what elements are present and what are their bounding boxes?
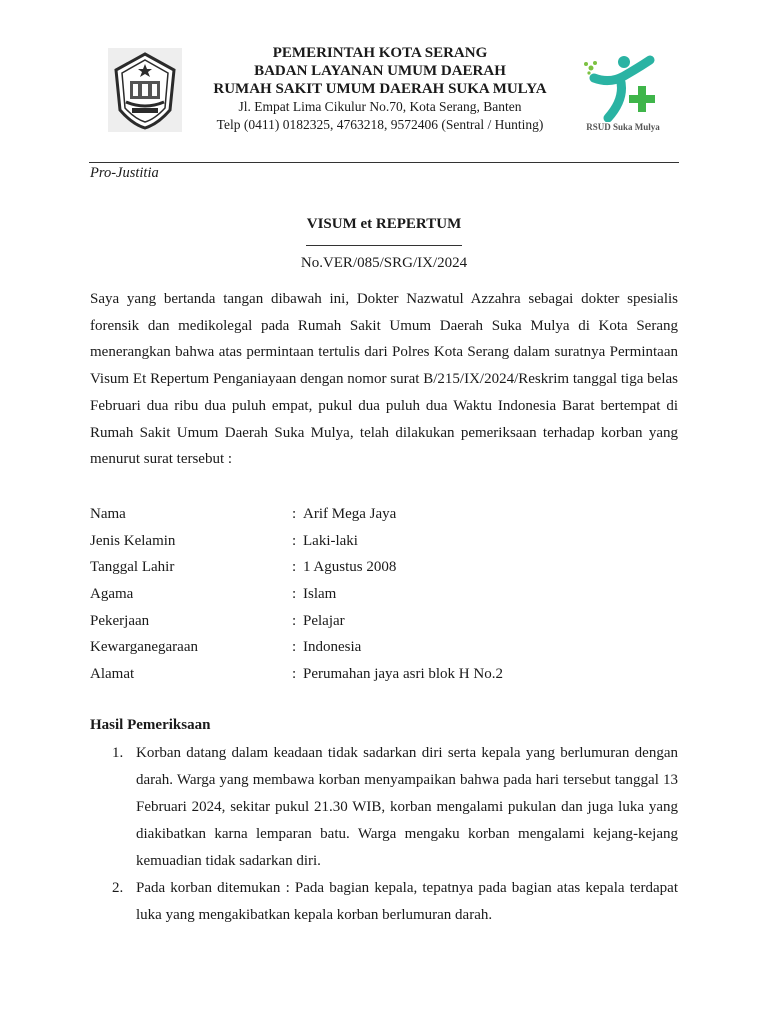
opening-paragraph: Saya yang bertanda tangan dibawah ini, Dokter Nazwatul Azzahra sebagai dokter spesialis forensik dan medikolegal pada Rumah Sakit Umum Daerah Suka Mulya di Kota Serang menerangkan bahwa atas permintaan tertulis dari Polres Kota Serang dalam suratnya Permintaan Visum Et Repertum Penganiayaan dengan nomor surat B/215/IX/2024/Reskrim tanggal tiga belas Februari dua ribu dua puluh empat, pukul dua puluh dua Waktu Indonesia Barat bertempat di Rumah Sakit Umum Daerah Suka Mulya, telah dilakukan pemeriksaan terhadap korban yang menurut surat tersebut :	[90, 291, 678, 468]
letterhead-text	[190, 44, 570, 134]
list-item-number: 2.	[112, 880, 124, 896]
kota-serang-emblem-icon	[108, 48, 182, 132]
identity-label: Agama	[90, 586, 134, 603]
document-number: No.VER/085/SRG/IX/2024	[300, 255, 468, 271]
hospital-address: Jl. Empat Lima Cikulur No.70, Kota Serang, Banten	[238, 99, 522, 114]
identity-row	[90, 636, 680, 663]
list-item-text: Korban datang dalam keadaan tidak sadarkan diri serta kepala yang berlumuran dengan darah. Warga yang membawa korban menyampaikan bahwa pada hari tersebut tanggal 13 Februari 2024, sekitar pukul 21.30 WIB, korban mengalami pukulan dan juga luka yang diakibatkan karna lemparan batu. Warga mengaku korban mengalami kejang-kejang kemuadian tidak sadarkan diri.	[136, 745, 678, 869]
identity-colon: :	[292, 559, 297, 576]
identity-value: Islam	[303, 586, 337, 603]
document-title: VISUM et REPERTUM	[306, 216, 462, 232]
government-name: PEMERINTAH KOTA SERANG	[272, 45, 488, 61]
identity-row	[90, 530, 680, 557]
victim-identity	[90, 503, 680, 690]
identity-value: Arif Mega Jaya	[303, 506, 397, 522]
identity-colon: :	[292, 666, 297, 683]
findings-heading: Hasil Pemeriksaan	[90, 717, 211, 733]
rsud-logo-icon	[580, 54, 666, 122]
identity-label: Jenis Kelamin	[90, 532, 176, 549]
letterhead-divider	[89, 162, 679, 163]
hospital-phone: Telp (0411) 0182325, 4763218, 9572406 (Sentral / Hunting)	[216, 117, 544, 132]
identity-value: Pelajar	[303, 612, 345, 629]
identity-row	[90, 610, 680, 637]
agency-name: BADAN LAYANAN UMUM DAERAH	[254, 63, 506, 79]
identity-value: Laki-laki	[303, 532, 358, 549]
identity-colon: :	[292, 639, 297, 656]
identity-label: Kewarganegaraan	[90, 639, 198, 656]
identity-value: Indonesia	[303, 639, 362, 656]
rsud-logo	[580, 54, 666, 138]
rsud-logo-text: RSUD Suka Mulya	[586, 122, 660, 132]
identity-colon: :	[292, 532, 297, 549]
identity-value: Perumahan jaya asri blok H No.2	[303, 666, 503, 683]
identity-value: 1 Agustus 2008	[303, 559, 397, 576]
list-item	[90, 875, 680, 929]
identity-row	[90, 583, 680, 610]
identity-colon: :	[292, 612, 297, 629]
findings-list	[90, 740, 680, 929]
identity-row	[90, 663, 680, 690]
list-item	[90, 740, 680, 875]
identity-label: Alamat	[90, 666, 135, 683]
identity-colon: :	[292, 506, 297, 522]
identity-label: Pekerjaan	[90, 612, 150, 629]
identity-colon: :	[292, 586, 297, 603]
identity-row	[90, 503, 680, 530]
list-item-text: Pada korban ditemukan : Pada bagian kepala, tepatnya pada bagian atas kepala terdapat luka yang mengakibatkan kepala korban berlumuran darah.	[136, 880, 678, 923]
hospital-name: RUMAH SAKIT UMUM DAERAH SUKA MULYA	[213, 81, 547, 97]
list-item-number: 1.	[112, 745, 124, 761]
identity-label: Nama	[90, 506, 126, 522]
letterhead	[0, 0, 768, 165]
identity-label: Tanggal Lahir	[90, 559, 175, 576]
title-underline	[306, 245, 462, 246]
identity-row	[90, 556, 680, 583]
pro-justitia-label: Pro-Justitia	[90, 165, 159, 181]
